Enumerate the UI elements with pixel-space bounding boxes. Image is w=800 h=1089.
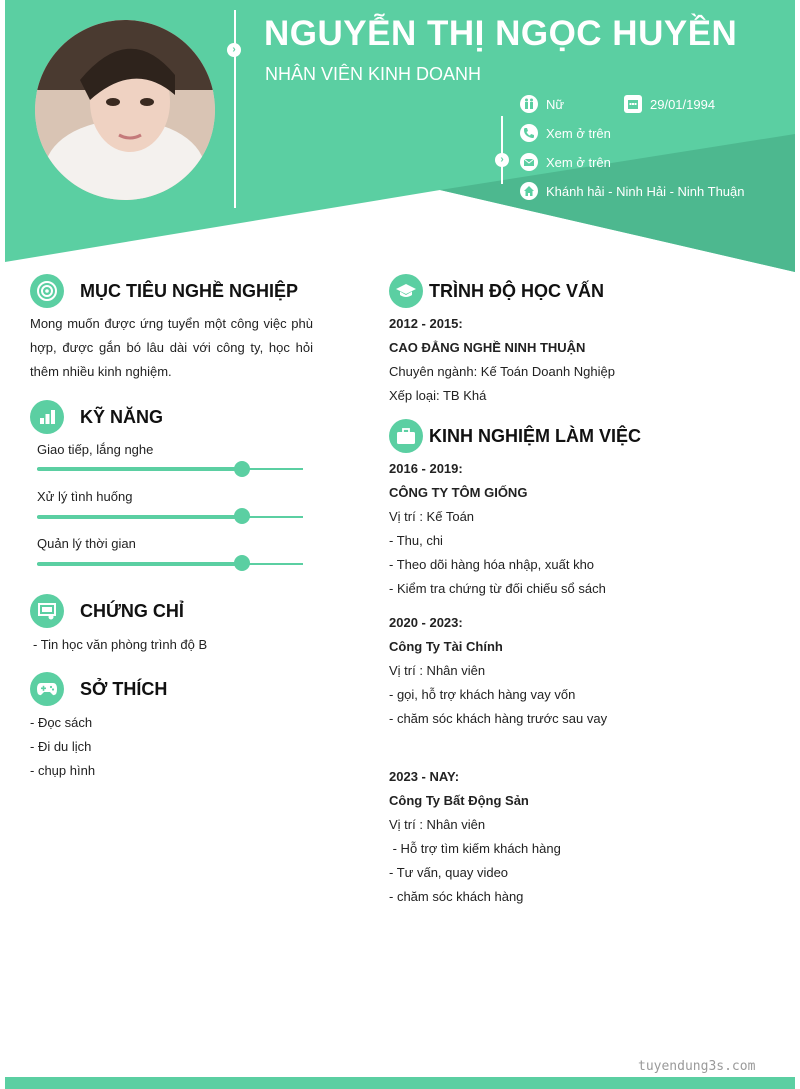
skill-level-fill <box>37 467 242 471</box>
calendar-icon <box>624 95 642 113</box>
chevron-right-icon: › <box>227 43 241 57</box>
job-period: 2016 - 2019: <box>389 461 463 476</box>
job-detail: - Thu, chi <box>389 533 443 548</box>
skill-level-knob <box>234 555 250 571</box>
gender-text: Nữ <box>546 96 565 112</box>
phone-text: Xem ở trên <box>546 125 611 141</box>
experience-heading <box>389 419 641 453</box>
skill-level-fill <box>37 515 242 519</box>
job-detail: - Kiểm tra chứng từ đối chiếu sổ sách <box>389 581 606 596</box>
contact-divider <box>501 116 503 184</box>
header-divider <box>234 10 236 208</box>
education-school: CAO ĐẲNG NGHỀ NINH THUẬN <box>389 340 586 355</box>
job-detail: Vị trí : Nhân viên <box>389 817 486 832</box>
job-detail: - Tư vấn, quay video <box>389 865 509 880</box>
birthday-row <box>624 95 715 113</box>
hobbies-title: SỞ THÍCH <box>80 678 168 699</box>
job-company: Công Ty Bất Động Sản <box>389 793 529 808</box>
chevron-right-icon: › <box>495 153 509 167</box>
skill-level-knob <box>234 461 250 477</box>
objective-title: MỤC TIÊU NGHỀ NGHIỆP <box>80 280 299 301</box>
hobby-item: - Đọc sách <box>30 715 93 730</box>
certificate-icon <box>30 594 64 628</box>
email-text: Xem ở trên <box>546 154 611 170</box>
certificates-heading <box>30 594 184 628</box>
home-icon <box>520 182 538 200</box>
job-detail: - gọi, hỗ trợ khách hàng vay vốn <box>389 687 576 702</box>
job-detail: Vị trí : Nhân viên <box>389 663 486 678</box>
skill-label: Quản lý thời gian <box>37 536 136 551</box>
education-title: TRÌNH ĐỘ HỌC VẤN <box>429 280 604 301</box>
avatar <box>35 20 215 200</box>
hobby-item: - Đi du lịch <box>30 739 92 754</box>
skills-title: KỸ NĂNG <box>80 406 164 427</box>
skill-level-knob <box>234 508 250 524</box>
skill-label: Giao tiếp, lắng nghe <box>37 442 154 457</box>
job-period: 2020 - 2023: <box>389 615 463 630</box>
gender-row <box>520 95 564 113</box>
candidate-name: NGUYỄN THỊ NGỌC HUYỀN <box>264 14 738 53</box>
job-company: Công Ty Tài Chính <box>389 639 503 654</box>
bar-chart-icon <box>30 400 64 434</box>
watermark: tuyendung3s.com <box>638 1059 756 1074</box>
skill-level-fill <box>37 562 242 566</box>
graduation-cap-icon <box>389 274 423 308</box>
certificate-item: - Tin học văn phòng trình độ B <box>33 637 208 652</box>
footer-bar <box>5 1077 795 1089</box>
hobby-item: - chụp hình <box>30 763 96 778</box>
certificates-title: CHỨNG CHỈ <box>80 600 184 621</box>
birthday-text: 29/01/1994 <box>650 96 716 112</box>
education-heading <box>389 274 604 308</box>
gender-icon <box>520 95 538 113</box>
objective-text: Mong muốn được ứng tuyển một công việc phù hợp, được gắn bó lâu dài với công ty, học hỏi thêm nhiều kinh nghiệm. <box>30 316 313 379</box>
education-rank: Xếp loại: TB Khá <box>389 388 487 403</box>
experience-title: KINH NGHIỆM LÀM VIỆC <box>429 425 642 446</box>
job-detail: - Hỗ trợ tìm kiếm khách hàng <box>389 841 561 856</box>
phone-row <box>520 124 611 142</box>
gamepad-icon <box>30 672 64 706</box>
job-detail: - chăm sóc khách hàng trước sau vay <box>389 711 608 726</box>
job-title: NHÂN VIÊN KINH DOANH <box>265 64 482 84</box>
address-text: Khánh hải - Ninh Hải - Ninh Thuận <box>546 183 745 199</box>
email-icon <box>520 153 538 171</box>
job-company: CÔNG TY TÔM GIỐNG <box>389 485 528 500</box>
education-period: 2012 - 2015: <box>389 316 463 331</box>
hobbies-heading <box>30 672 167 706</box>
job-detail: Vị trí : Kế Toán <box>389 509 475 524</box>
skill-label: Xử lý tình huống <box>37 489 133 504</box>
phone-icon <box>520 124 538 142</box>
briefcase-icon <box>389 419 423 453</box>
job-period: 2023 - NAY: <box>389 769 460 784</box>
address-row <box>520 182 745 200</box>
job-detail: - Theo dõi hàng hóa nhập, xuất kho <box>389 557 595 572</box>
skills-heading <box>30 400 163 434</box>
education-major: Chuyên ngành: Kế Toán Doanh Nghiệp <box>389 364 615 379</box>
job-detail: - chăm sóc khách hàng <box>389 889 524 904</box>
target-icon <box>30 274 64 308</box>
email-row <box>520 153 611 171</box>
objective-heading <box>30 274 298 308</box>
